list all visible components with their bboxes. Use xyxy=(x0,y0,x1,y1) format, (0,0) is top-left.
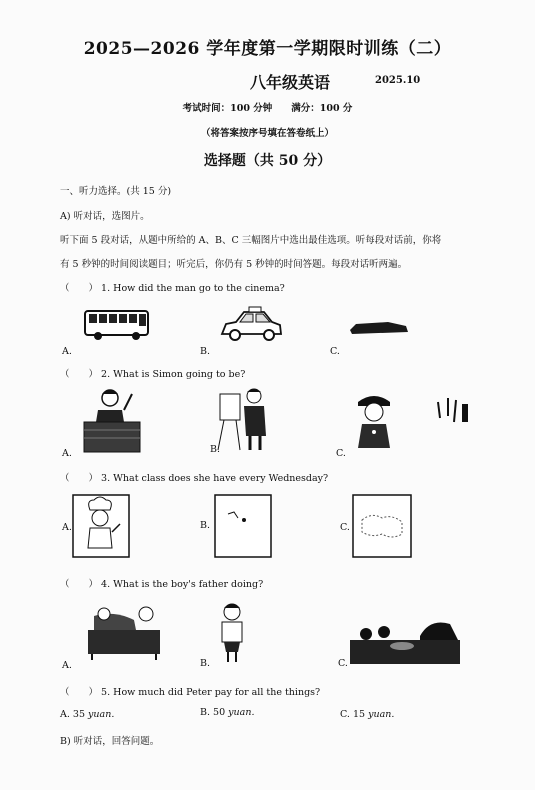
question-1: （ ） 1. How did the man go to the cinema? xyxy=(60,283,285,294)
dinner-image xyxy=(350,616,460,664)
bus-image xyxy=(84,308,150,340)
q5-option-b: B. 50 yuan. xyxy=(200,707,255,718)
option-b: B. xyxy=(200,520,211,531)
option-a: A. xyxy=(62,660,72,671)
painter-image xyxy=(212,386,272,454)
boy-image xyxy=(214,602,250,664)
directions-line-2: 有 5 秒钟的时间阅读题目；听完后，你仍有 5 秒钟的时间答题。每段对话听两遍。 xyxy=(60,259,408,270)
option-c: C. xyxy=(336,448,346,459)
answer-paren[interactable]: （ ） xyxy=(60,283,99,294)
cook-image xyxy=(72,494,130,558)
q5-option-c: C. 15 yuan. xyxy=(340,709,395,720)
police-image xyxy=(350,390,398,454)
answer-paren[interactable]: （ ） xyxy=(60,579,99,590)
car-image xyxy=(348,320,410,336)
q5-option-a: A. 35 yuan. xyxy=(60,709,115,720)
exam-info: 考试时间：100 分钟 满分：100 分 xyxy=(182,103,353,114)
option-c: C. xyxy=(340,522,350,533)
option-c: C. xyxy=(338,658,348,669)
option-a: A. xyxy=(62,522,72,533)
option-a: A. xyxy=(62,346,72,357)
question-3: （ ） 3. What class does she have every Wednesday? xyxy=(60,473,329,484)
question-4: （ ） 4. What is the boy's father doing? xyxy=(60,579,264,590)
answer-paren[interactable]: （ ） xyxy=(60,369,99,380)
sketch-image xyxy=(214,494,272,558)
option-b: B. xyxy=(210,444,221,455)
question-2: （ ） 2. What is Simon going to be? xyxy=(60,369,246,380)
sofa-image xyxy=(84,600,164,660)
directions-line-1: 听下面 5 段对话，从题中所给的 A、B、C 三幅图片中选出最佳选项。听每段对话前，你将 xyxy=(60,235,442,246)
tools-image xyxy=(434,396,474,426)
answer-instruction: （将答案按序号填在答卷纸上） xyxy=(200,128,334,139)
part1-heading: 一、听力选择。(共 15 分) xyxy=(60,186,172,197)
section-title: 选择题（共 50 分） xyxy=(203,153,332,169)
answer-paren[interactable]: （ ） xyxy=(60,473,99,484)
drawing-image xyxy=(352,494,412,558)
option-b: B. xyxy=(200,658,211,669)
part1-sub-b: B) 听对话，回答问题。 xyxy=(60,736,160,747)
question-5: （ ） 5. How much did Peter pay for all the things? xyxy=(60,687,321,698)
exam-subtitle: 八年级英语 xyxy=(250,73,331,92)
taxi-image xyxy=(218,306,284,344)
exam-date: 2025.10 xyxy=(375,75,421,86)
answer-paren[interactable]: （ ） xyxy=(60,687,99,698)
part1-sub-a: A) 听对话，选图片。 xyxy=(60,211,150,222)
option-a: A. xyxy=(62,448,72,459)
teacher-image xyxy=(82,386,142,456)
option-b: B. xyxy=(200,346,211,357)
exam-title: 2025—2026 学年度第一学期限时训练（二） xyxy=(83,39,452,59)
option-c: C. xyxy=(330,346,340,357)
